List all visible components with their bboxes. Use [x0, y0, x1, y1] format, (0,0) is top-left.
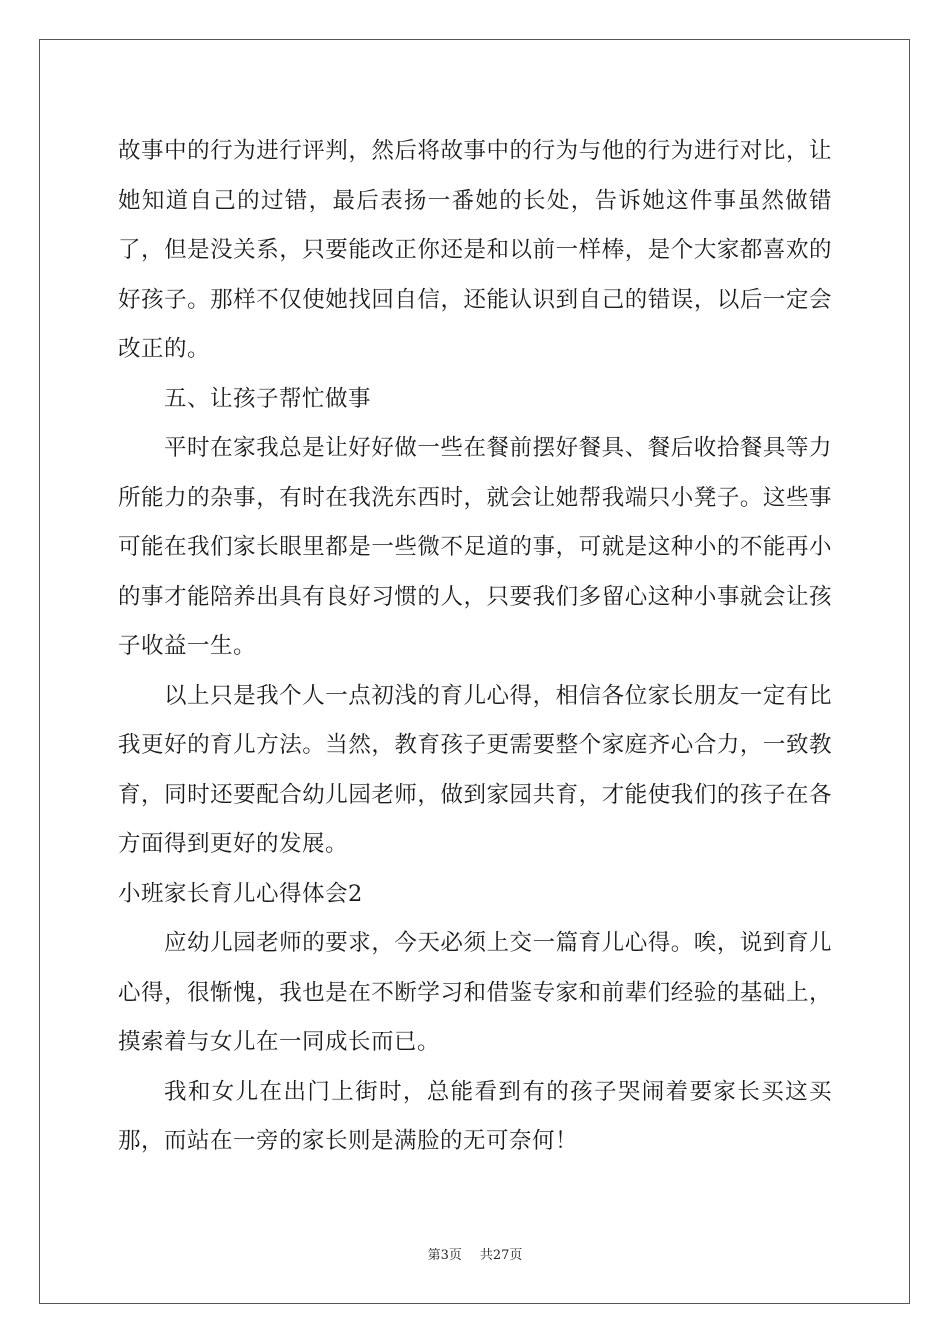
paragraph-conclusion: 以上只是我个人一点初浅的育儿心得，相信各位家长朋友一定有比我更好的育儿方法。当然，教育孩子更需要整个家庭齐心合力，一致教育，同时还要配合幼儿园老师，做到家园共育，才能使我们的孩子在各方面得到更好的发展。 — [118, 682, 832, 857]
section-title-help-chores: 五、让孩子帮忙做事 — [164, 385, 372, 412]
paragraph-chores: 平时在家我总是让好好做一些在餐前摆好餐具、餐后收拾餐具等力所能力的杂事，有时在我洗东西时，就会让她帮我端只小凳子。这些事可能在我们家长眼里都是一些微不足道的事，可就是这种小的不能再小的事才能陪养出具有良好习惯的人，只要我们多留心这种小事就会让孩子收益一生。 — [118, 435, 832, 659]
document-heading-2: 小班家长育儿心得体会2 — [118, 880, 363, 907]
paragraph-story-judgement: 故事中的行为进行评判，然后将故事中的行为与他的行为进行对比，让她知道自己的过错，最后表扬一番她的长处，告诉她这件事虽然做错了，但是没关系，只要能改正你还是和以前一样棒，是个大家都喜欢的好孩子。那样不仅使她找回自信，还能认识到自己的错误，以后一定会改正的。 — [118, 138, 832, 362]
page-footer — [0, 1244, 950, 1263]
page-total: 共27页 — [479, 1248, 523, 1263]
document-body — [118, 127, 832, 1167]
paragraph-teacher-request: 应幼儿园老师的要求，今天必须上交一篇育儿心得。唉，说到育儿心得，很惭愧，我也是在不断学习和借鉴专家和前辈们经验的基础上，摸索着与女儿在一同成长而已。 — [118, 930, 832, 1055]
paragraph-street-observation: 我和女儿在出门上街时，总能看到有的孩子哭闹着要家长买这买那，而站在一旁的家长则是满脸的无可奈何！ — [118, 1078, 832, 1154]
page-number: 第3页 — [427, 1248, 462, 1263]
